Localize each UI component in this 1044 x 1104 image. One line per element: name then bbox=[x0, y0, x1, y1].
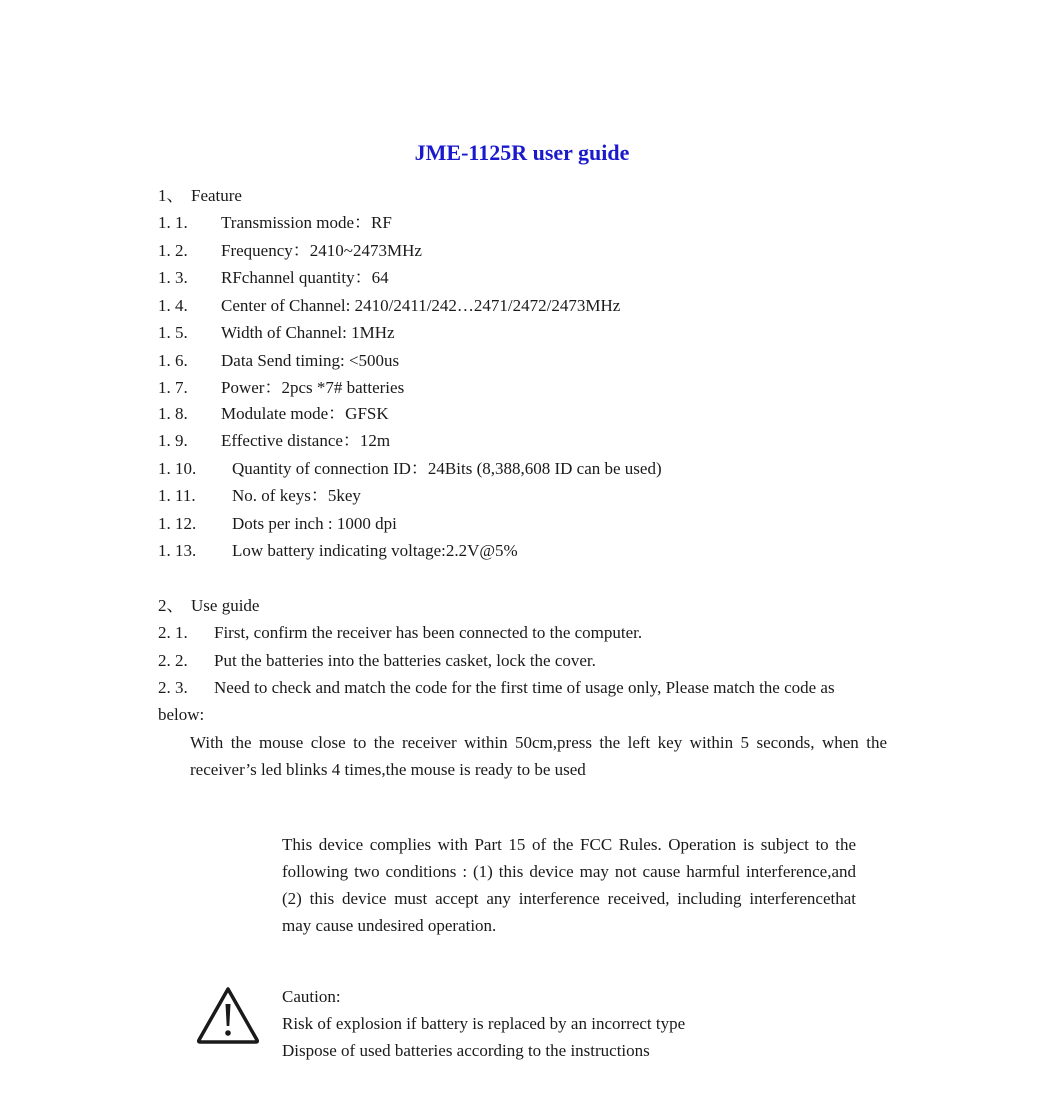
item-number: 1. 11. bbox=[158, 486, 196, 505]
list-item-continuation: below: bbox=[158, 705, 205, 724]
list-item bbox=[158, 378, 404, 398]
list-item bbox=[158, 651, 596, 671]
list-item bbox=[158, 323, 395, 343]
item-number: 1. 10. bbox=[158, 459, 197, 478]
item-number: 2. 1. bbox=[158, 623, 188, 642]
page-title: JME-1125R user guide bbox=[414, 140, 630, 165]
item-number: 1. 5. bbox=[158, 323, 188, 342]
use-guide-heading bbox=[158, 596, 259, 616]
item-text: Low battery indicating voltage:2.2V@5% bbox=[232, 541, 518, 560]
item-text: Data Send timing: <500us bbox=[221, 351, 400, 370]
section-title: Use guide bbox=[191, 596, 260, 615]
list-item bbox=[158, 486, 361, 506]
section-number: 1、 bbox=[158, 186, 184, 205]
caution-line: Risk of explosion if battery is replaced by an incorrect type bbox=[282, 1014, 686, 1033]
caution-block bbox=[282, 983, 685, 1064]
item-text: Quantity of connection ID：24Bits (8,388,608 ID can be used) bbox=[232, 459, 662, 478]
item-number: 2. 2. bbox=[158, 651, 188, 670]
list-item bbox=[158, 404, 389, 424]
item-number: 1. 13. bbox=[158, 541, 197, 560]
list-item bbox=[158, 431, 390, 451]
item-number: 2. 3. bbox=[158, 678, 188, 697]
list-item bbox=[158, 213, 392, 233]
item-text: Transmission mode：RF bbox=[221, 213, 392, 232]
item-number: 1. 6. bbox=[158, 351, 188, 370]
list-item bbox=[158, 296, 620, 316]
item-number: 1. 2. bbox=[158, 241, 188, 260]
item-number: 1. 1. bbox=[158, 213, 188, 232]
item-text: Need to check and match the code for the first time of usage only, Please match the code as bbox=[214, 678, 835, 697]
list-item bbox=[158, 623, 642, 643]
item-text: Frequency：2410~2473MHz bbox=[221, 241, 422, 260]
list-item bbox=[158, 541, 518, 561]
item-text: No. of keys：5key bbox=[232, 486, 361, 505]
list-item bbox=[158, 514, 397, 534]
item-text: Effective distance：12m bbox=[221, 431, 391, 450]
item-text: Modulate mode：GFSK bbox=[221, 404, 389, 423]
item-text: Width of Channel: 1MHz bbox=[221, 323, 395, 342]
item-text: Power：2pcs *7# batteries bbox=[221, 378, 405, 397]
list-item bbox=[158, 268, 389, 288]
item-number: 1. 3. bbox=[158, 268, 188, 287]
list-item bbox=[158, 678, 835, 698]
item-text: Dots per inch : 1000 dpi bbox=[232, 514, 397, 533]
feature-heading bbox=[158, 186, 242, 206]
item-number: 1. 4. bbox=[158, 296, 188, 315]
item-text: Center of Channel: 2410/2411/242…2471/2472/2473MHz bbox=[221, 296, 621, 315]
item-text: First, confirm the receiver has been connected to the computer. bbox=[214, 623, 643, 642]
item-text: RFchannel quantity：64 bbox=[221, 268, 389, 287]
list-item bbox=[158, 351, 399, 371]
item-number: 1. 7. bbox=[158, 378, 188, 397]
item-number: 1. 9. bbox=[158, 431, 188, 450]
caution-title: Caution: bbox=[282, 987, 341, 1006]
warning-triangle-icon bbox=[196, 986, 260, 1044]
item-number: 1. 8. bbox=[158, 404, 188, 423]
item-text: Put the batteries into the batteries casket, lock the cover. bbox=[214, 651, 596, 670]
section-number: 2、 bbox=[158, 596, 184, 615]
pairing-instructions: With the mouse close to the receiver within 50cm,press the left key within 5 seconds, when the receiver’s led blinks 4 times,the mouse is ready to be used bbox=[190, 733, 887, 779]
list-item bbox=[158, 459, 662, 479]
section-title: Feature bbox=[191, 186, 242, 205]
caution-line: Dispose of used batteries according to the instructions bbox=[282, 1041, 650, 1060]
item-number: 1. 12. bbox=[158, 514, 197, 533]
list-item bbox=[158, 241, 422, 261]
fcc-statement: This device complies with Part 15 of the FCC Rules. Operation is subject to the following two conditions : (1) this device may not cause harmful interference,and (2) this device must accept any interference received, including interferencethat may cause undesired operation. bbox=[282, 835, 856, 935]
